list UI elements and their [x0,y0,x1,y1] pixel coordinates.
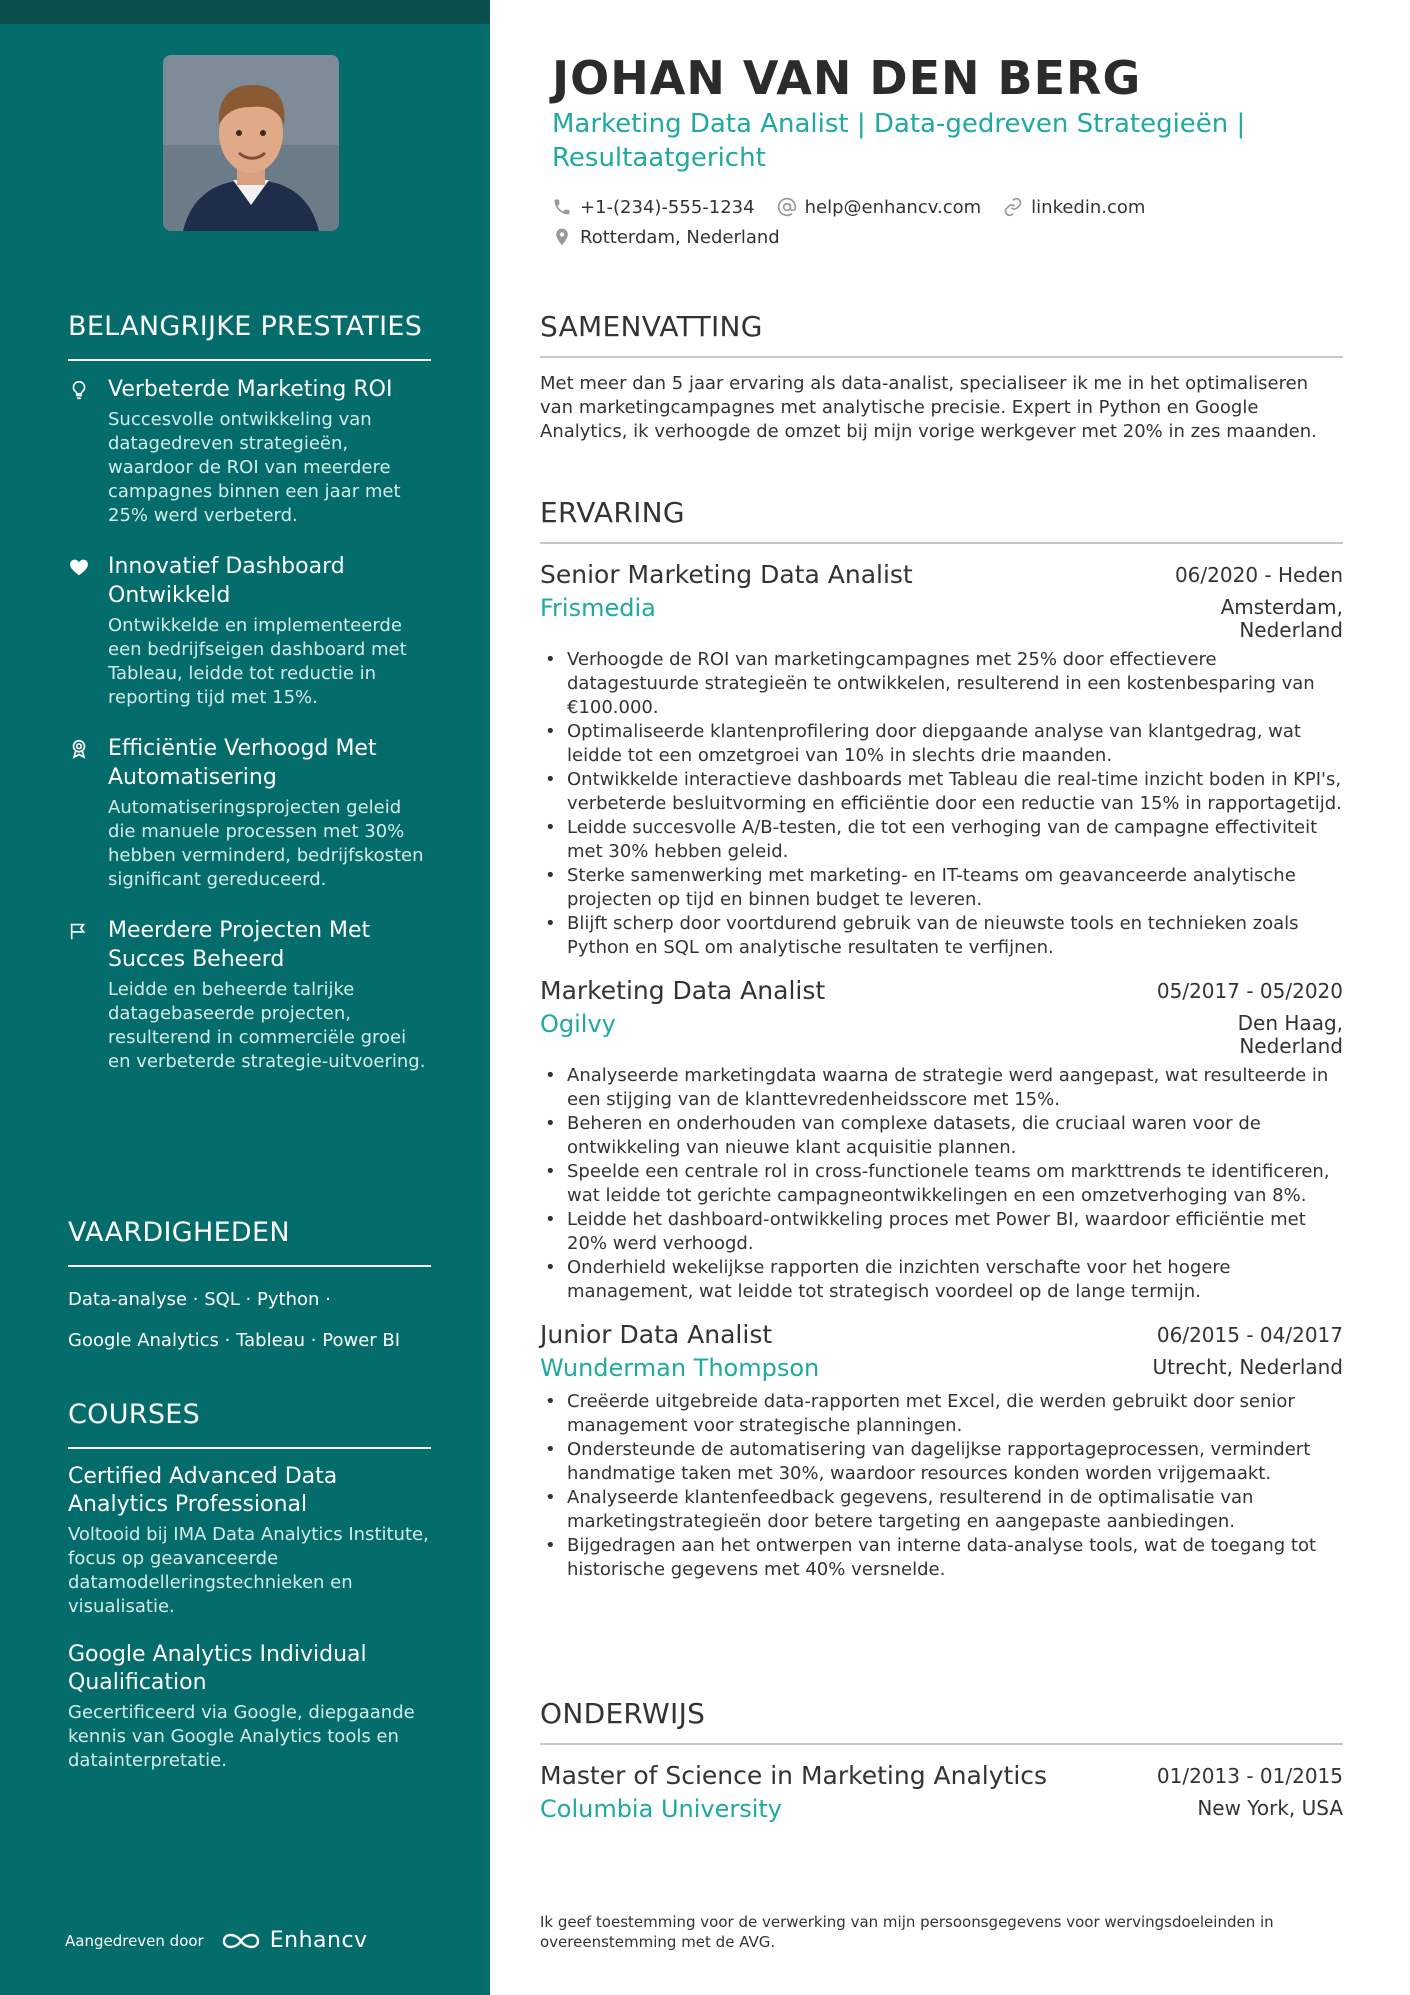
job-bullets [540,648,1343,960]
job-date: 06/2015 - 04/2017 [1156,1323,1343,1347]
achievements-list [68,375,431,1074]
lightbulb-icon [68,375,108,528]
bullet-item: • Leidde succesvolle A/B-testen, die tot een verhoging van de campagne effectiviteit met 30% hebben geleid. [540,816,1343,864]
phone-icon [552,197,572,217]
candidate-subtitle: Marketing Data Analist | Data-gedreven Strategieën | Resultaatgericht [552,109,1246,173]
bullet-item: • Optimaliseerde klantenprofilering door diepgaande analyse van klantgedrag, wat leidde tot een omzetgroei van 10% in slechts drie maanden. [540,720,1343,768]
job-entry [540,558,1343,960]
powered-label: Aangedreven door [65,1931,204,1950]
course-desc: Voltooid bij IMA Data Analytics Institute, focus op geavanceerde datamodelleringstechnieken en visualisatie. [68,1524,429,1617]
flag-icon [68,916,108,1074]
sidebar [0,0,490,1995]
job-location: Amsterdam, Nederland [1220,595,1343,642]
at-icon [777,197,797,217]
infinity-icon [218,1929,264,1953]
job-bullets [540,1064,1343,1304]
email-text: help@enhancv.com [804,196,982,218]
location-text: Rotterdam, Nederland [580,226,780,248]
achievements-section [68,308,431,1098]
consent-note: Ik geef toestemming voor de verwerking van mijn persoonsgegevens voor wervingsdoeleinden in overeenstemming met de AVG. [540,1913,1274,1951]
link-icon [1003,197,1023,217]
profile-photo [163,55,339,231]
summary-heading: SAMENVATTING [540,308,1343,358]
course-title: Certified Advanced Data Analytics Professional [68,1464,338,1517]
courses-section [68,1396,431,1795]
bullet-item: • Analyseerde marketingdata waarna de strategie werd aangepast, wat resulteerde in een stijging van de klanttevredenheidsscore met 15%. [540,1064,1343,1112]
course-title: Google Analytics Individual Qualification [68,1642,367,1695]
summary-section [540,308,1343,444]
education-entry [540,1759,1343,1825]
degree-title: Master of Science in Marketing Analytics [540,1761,1048,1790]
job-date: 05/2017 - 05/2020 [1156,979,1343,1003]
enhancv-brand: Enhancv [269,1928,368,1953]
achievement-item [68,552,431,710]
candidate-name: JOHAN VAN DEN BERG [552,51,1142,105]
bullet-item: • Onderhield wekelijkse rapporten die inzichten verschafte voor het hogere management, wat leidde tot strategisch voordeel op de lange termijn. [540,1256,1343,1304]
bullet-item: • Speelde een centrale rol in cross-functionele teams om markttrends te identificeren, wat leidde tot gerichte campagneontwikkelingen en een omzetverhoging van 8%. [540,1160,1343,1208]
achievement-item [68,375,431,528]
job-company: Frismedia [540,594,656,622]
job-company: Wunderman Thompson [540,1354,820,1382]
skills-line: Google Analytics · Tableau · Power BI [68,1330,401,1351]
course-item [68,1463,431,1619]
bullet-item: • Sterke samenwerking met marketing- en IT-teams om geavanceerde analytische projecten op tijd en binnen budget te leveren. [540,864,1343,912]
email-contact[interactable] [777,197,982,218]
job-entry [540,1318,1343,1582]
job-bullets [540,1390,1343,1582]
course-item [68,1641,431,1773]
location-contact [552,227,780,248]
job-company: Ogilvy [540,1010,616,1038]
job-title: Senior Marketing Data Analist [540,560,913,589]
experience-heading: ERVARING [540,494,1343,544]
achievement-desc: Automatiseringsprojecten geleid die manuele processen met 30% hebben verminderd, bedrijfskosten significant gereduceerd. [108,797,424,890]
job-title: Junior Data Analist [540,1320,773,1349]
bullet-item: • Leidde het dashboard-ontwikkeling proces met Power BI, waardoor efficiëntie met 20% werd verhoogd. [540,1208,1343,1256]
skills-list [68,1279,431,1361]
phone-contact[interactable] [552,197,755,218]
sidebar-top-bar [0,0,490,24]
phone-text: +1-(234)-555-1234 [580,196,755,218]
courses-heading: COURSES [68,1396,431,1449]
achievement-item [68,734,431,892]
bullet-item: • Blijft scherp door voortdurend gebruik van de nieuwste tools en technieken zoals Python en SQL om analytische resultaten te verfijnen. [540,912,1343,960]
job-entry [540,974,1343,1304]
contact-info [552,192,1145,252]
achievement-title: Efficiëntie Verhoogd Met Automatisering [108,736,377,790]
experience-section [540,494,1343,1582]
powered-by [65,1928,368,1953]
achievement-desc: Leidde en beheerde talrijke datagebaseerde projecten, resulterend in commerciële groei en verbeterde strategie-uitvoering. [108,979,426,1072]
bullet-item: • Verhoogde de ROI van marketingcampagnes met 25% door effectievere datagestuurde strategieën te ontwikkelen, resulterend in een kostenbesparing van €100.000. [540,648,1343,720]
linkedin-contact[interactable] [1003,197,1145,218]
linkedin-text: linkedin.com [1031,196,1146,218]
course-desc: Gecertificeerd via Google, diepgaande kennis van Google Analytics tools en datainterpretatie. [68,1702,415,1771]
award-icon [68,734,108,892]
bullet-item: • Ondersteunde de automatisering van dagelijkse rapportageprocessen, vermindert handmatige taken met 30%, waardoor resources konden worden vrijgemaakt. [540,1438,1343,1486]
job-title: Marketing Data Analist [540,976,826,1005]
achievement-item [68,916,431,1074]
education-heading: ONDERWIJS [540,1695,1343,1745]
achievement-title: Innovatief Dashboard Ontwikkeld [108,554,345,608]
bullet-item: • Ontwikkelde interactieve dashboards met Tableau die real-time inzicht boden in KPI's, verbeterde besluitvorming en efficiëntie door een reductie van 15% in rapportagetijd. [540,768,1343,816]
location-pin-icon [552,227,572,247]
education-date: 01/2013 - 01/2015 [1156,1764,1343,1788]
heart-icon [68,552,108,710]
enhancv-logo[interactable] [218,1928,368,1953]
bullet-item: • Bijgedragen aan het ontwerpen van interne data-analyse tools, wat de toegang tot historische gegevens met 40% versnelde. [540,1534,1343,1582]
education-location: New York, USA [1197,1796,1343,1820]
bullet-item: • Beheren en onderhouden van complexe datasets, die cruciaal waren voor de ontwikkeling van nieuwe klant acquisitie plannen. [540,1112,1343,1160]
achievements-heading: BELANGRIJKE PRESTATIES [68,308,431,361]
skills-line: Data-analyse · SQL · Python · [68,1289,331,1310]
bullet-item: • Creëerde uitgebreide data-rapporten met Excel, die werden gebruikt door senior management voor strategische planningen. [540,1390,1343,1438]
skills-heading: VAARDIGHEDEN [68,1214,431,1267]
bullet-item: • Analyseerde klantenfeedback gegevens, resulterend in de optimalisatie van marketingstrategieën door betere targeting en aangepaste aanbiedingen. [540,1486,1343,1534]
summary-text: Met meer dan 5 jaar ervaring als data-analist, specialiseer ik me in het optimaliseren van marketingcampagnes met analytische precisie. Expert in Python en Google Analytics, ik verhoogde de omzet bij mijn vorige werkgever met 20% in zes maanden. [540,373,1317,442]
job-date: 06/2020 - Heden [1174,563,1343,587]
school-name: Columbia University [540,1795,783,1823]
achievement-desc: Succesvolle ontwikkeling van datagedreven strategieën, waardoor de ROI van meerdere campagnes binnen een jaar met 25% werd verbeterd. [108,409,401,526]
education-section [540,1695,1343,1825]
job-location: Utrecht, Nederland [1152,1355,1343,1379]
job-location: Den Haag, Nederland [1237,1011,1343,1058]
achievement-title: Meerdere Projecten Met Succes Beheerd [108,918,371,972]
achievement-desc: Ontwikkelde en implementeerde een bedrijfseigen dashboard met Tableau, leidde tot reductie in reporting tijd met 15%. [108,615,407,708]
skills-section [68,1214,431,1361]
achievement-title: Verbeterde Marketing ROI [108,377,393,402]
